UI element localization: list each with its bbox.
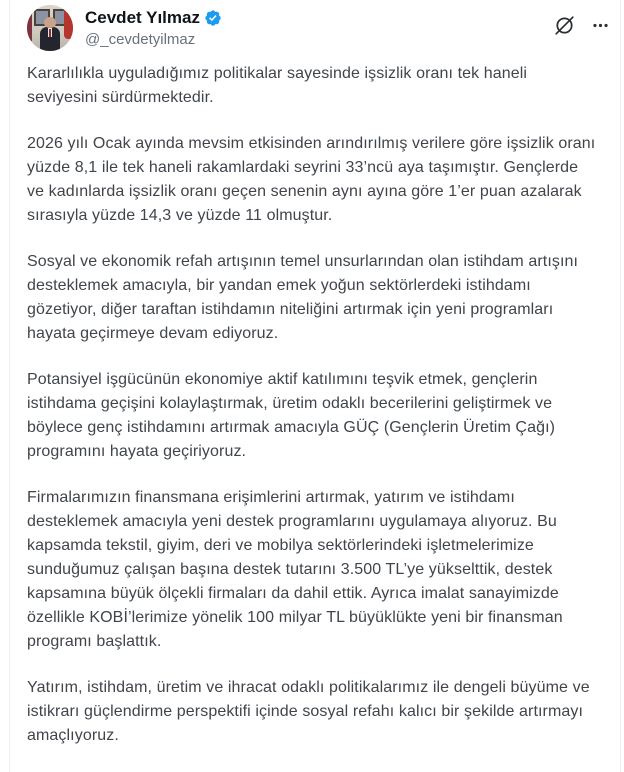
avatar-detail <box>27 11 32 41</box>
column-border-right <box>620 0 621 772</box>
column-border-left <box>9 0 10 772</box>
tweet-text <box>27 62 599 748</box>
author-block <box>85 7 222 50</box>
avatar[interactable] <box>27 5 73 51</box>
tweet-text-paragraph: Firmalarımızın finansmana erişimlerini artırmak, yatırım ve istihdamı desteklemek amacıyla yeni destek programlarını uygulamaya alıyoruz. Bu kapsamda tekstil, giyim, deri ve mobilya sektörlerindeki işletmelerimize sunduğumuz çalışan başına destek tutarını 3.500 TL’ye yükselttik, destek kapsamına büyük ölçekli firmaları da dahil ettik. Ayrıca imalat sanayimizde özellikle KOBİ’lerimize yönelik 100 milyar TL büyüklükte yeni bir finansman programı başlattık. <box>27 489 563 650</box>
tweet-text-paragraph: 2026 yılı Ocak ayında mevsim etkisinden arındırılmış verilere göre işsizlik oranı yüzde 8,1 ile tek haneli rakamlardaki seyrini 33’ncü aya taşımıştır. Gençlerde ve kadınlarda işsizlik oranı geçen senenin aynı ayına göre 1’er puan azalarak sırasıyla yüzde 14,3 ve yüzde 11 olmuştur. <box>27 135 596 224</box>
tweet-text-paragraph: Potansiyel işgücünün ekonomiye aktif katılımını teşvik etmek, gençlerin istihdama geçişini kolaylaştırmak, üretim odaklı becerilerini geliştirmek ve böylece genç istihdamını artırmak amacıyla GÜÇ (Gençlerin Üretim Çağı) programını hayata geçiriyoruz. <box>27 371 556 460</box>
avatar-detail <box>49 29 51 37</box>
verified-badge-icon <box>204 9 222 27</box>
grok-icon[interactable] <box>552 13 576 37</box>
avatar-detail <box>44 17 56 28</box>
tweet-text-paragraph: Kararlılıkla uyguladığımız politikalar sayesinde işsizlik oranı tek haneli seviyesini sürdürmektedir. <box>27 65 528 106</box>
author-name[interactable]: Cevdet Yılmaz <box>85 8 200 27</box>
author-handle[interactable]: @_cevdetyilmaz <box>85 31 196 48</box>
tweet-text-paragraph: Sosyal ve ekonomik refah artışının temel unsurlarından olan istihdam artışını desteklemek amacıyla, bir yandan emek yoğun sektörlerdeki istihdamı gözetiyor, diğer taraftan istihdamın niteliğini artırmak için yeni programları hayata geçirmeye devam ediyoruz. <box>27 253 579 342</box>
header-actions <box>552 13 612 37</box>
more-icon[interactable] <box>588 13 612 37</box>
avatar-detail <box>64 5 73 39</box>
tweet-text-paragraph: Yatırım, istihdam, üretim ve ihracat odaklı politikalarımız ile dengeli büyüme ve istikrarı güçlendirme perspektifi içinde sosyal refahı kalıcı bir şekilde artırmayı amaçlıyoruz. <box>27 679 590 744</box>
tweet-header <box>27 5 612 55</box>
